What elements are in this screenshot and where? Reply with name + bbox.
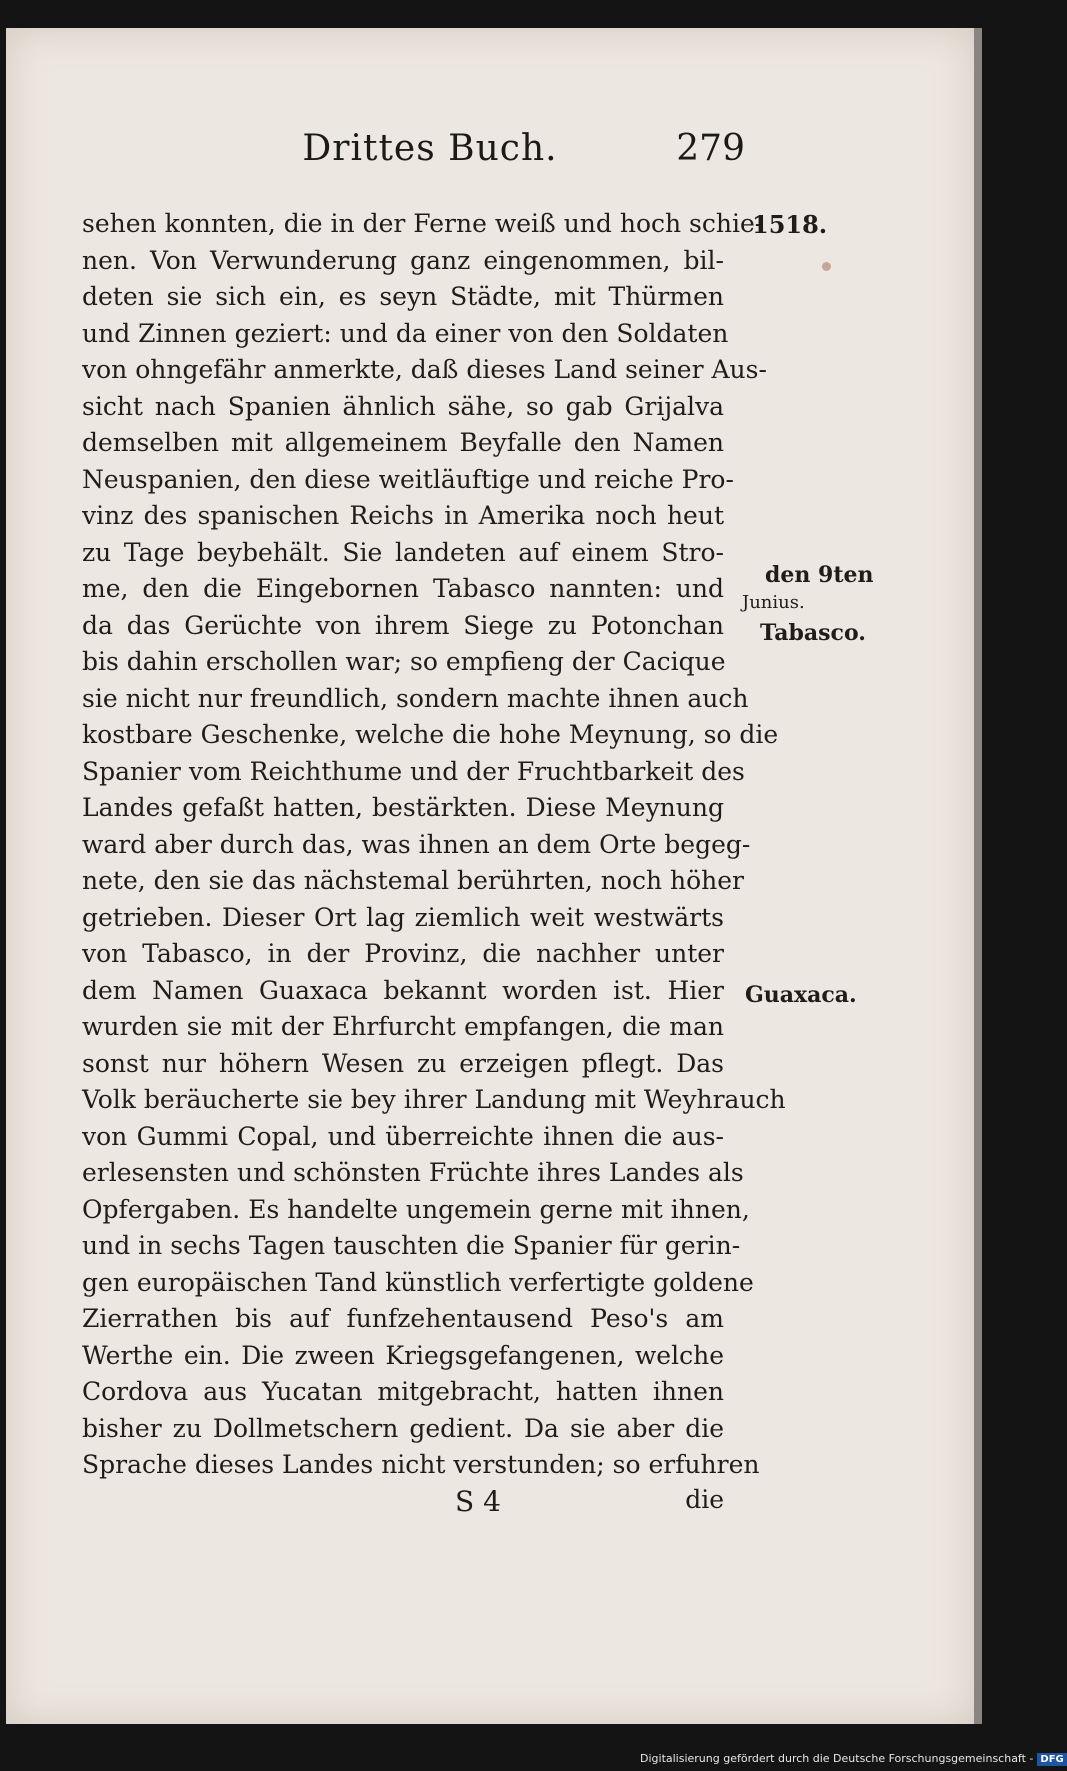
text-line: dem Namen Guaxaca bekannt worden ist. Hier — [82, 975, 724, 1005]
text-line: bisher zu Dollmetschern gedient. Da sie aber die — [82, 1413, 724, 1443]
catchword: die — [685, 1485, 724, 1514]
text-line: Cordova aus Yucatan mitgebracht, hatten ihnen — [82, 1377, 724, 1406]
text-line: Landes gefaßt hatten, bestärkten. Diese Meynung — [82, 793, 724, 822]
text-line: Neuspanien, den diese weitläuftige und reiche Pro- — [82, 464, 734, 494]
text-line: zu Tage beybehält. Sie landeten auf einem Stro- — [82, 537, 724, 567]
text-line: vinz des spanischen Reichs in Amerika noch heut — [82, 501, 724, 530]
text-line: sehen konnten, die in der Ferne weiß und hoch schie- — [82, 209, 764, 238]
dfg-logo-icon: DFG — [1037, 1753, 1066, 1766]
text-line: Zierrathen bis auf funfzehentausend Peso's am — [82, 1304, 724, 1333]
paper-stain — [822, 262, 831, 271]
text-line: gen europäischen Tand künstlich verfertigte goldene — [82, 1267, 754, 1297]
page-number: 279 — [676, 128, 745, 169]
text-line: Sprache dieses Landes nicht verstunden; so erfuhren — [82, 1450, 760, 1479]
text-line: von Tabasco, in der Provinz, die nachher unter — [82, 939, 724, 968]
text-line: erlesensten und schönsten Früchte ihres Landes als — [82, 1158, 744, 1187]
text-line: nen. Von Verwunderung ganz eingenommen, bil- — [82, 245, 724, 275]
text-line: von Gummi Copal, und überreichte ihnen die aus- — [82, 1121, 724, 1151]
credit-text: Digitalisierung gefördert durch die Deutsche Forschungsgemeinschaft - — [640, 1752, 1034, 1765]
text-line: Volk beräucherte sie bey ihrer Landung mit Weyhrauch — [82, 1085, 786, 1114]
digitization-credit — [640, 1752, 1064, 1766]
text-line: nete, den sie das nächstemal berührten, noch höher — [82, 866, 744, 895]
page-edge — [974, 28, 982, 1724]
running-head: Drittes Buch. — [302, 128, 558, 169]
text-line: me, den die Eingebornen Tabasco nannten: und — [82, 574, 724, 603]
text-line: Spanier vom Reichthume und der Fruchtbarkeit des — [82, 756, 745, 786]
text-line: und in sechs Tagen tauschten die Spanier für gerin- — [82, 1231, 741, 1260]
margin-note-tabasco: Tabasco. — [760, 620, 866, 646]
text-line: da das Gerüchte von ihrem Siege zu Potonchan — [82, 610, 724, 640]
text-line: demselben mit allgemeinem Beyfalle den Namen — [82, 428, 724, 457]
margin-note-guaxaca: Guaxaca. — [745, 982, 857, 1008]
text-line: und Zinnen geziert: und da einer von den Soldaten — [82, 318, 729, 348]
text-line: Werthe ein. Die zween Kriegsgefangenen, welche — [82, 1340, 724, 1370]
text-line: von ohngefähr anmerkte, daß dieses Land seiner Aus- — [82, 355, 767, 384]
signature-mark: S 4 — [455, 1485, 501, 1518]
text-line: Opfergaben. Es handelte ungemein gerne mit ihnen, — [82, 1194, 750, 1224]
text-line: bis dahin erschollen war; so empfieng der Cacique — [82, 647, 726, 676]
page-foot — [430, 1485, 724, 1525]
text-line: wurden sie mit der Ehrfurcht empfangen, die man — [82, 1012, 724, 1041]
margin-note-date: den 9ten — [765, 562, 874, 588]
text-line: sie nicht nur freundlich, sondern machte ihnen auch — [82, 683, 749, 713]
text-line: ward aber durch das, was ihnen an dem Orte begeg- — [82, 829, 751, 859]
text-line: deten sie sich ein, es seyn Städte, mit Thürmen — [82, 282, 724, 311]
text-line: sonst nur höhern Wesen zu erzeigen pflegt. Das — [82, 1048, 724, 1078]
text-line: sicht nach Spanien ähnlich sähe, so gab Grijalva — [82, 391, 724, 421]
text-line: kostbare Geschenke, welche die hohe Meynung, so die — [82, 720, 779, 749]
text-line: getrieben. Dieser Ort lag ziemlich weit westwärts — [82, 902, 724, 932]
margin-note-year: 1518. — [752, 210, 828, 239]
margin-note-month: Junius. — [742, 592, 805, 613]
